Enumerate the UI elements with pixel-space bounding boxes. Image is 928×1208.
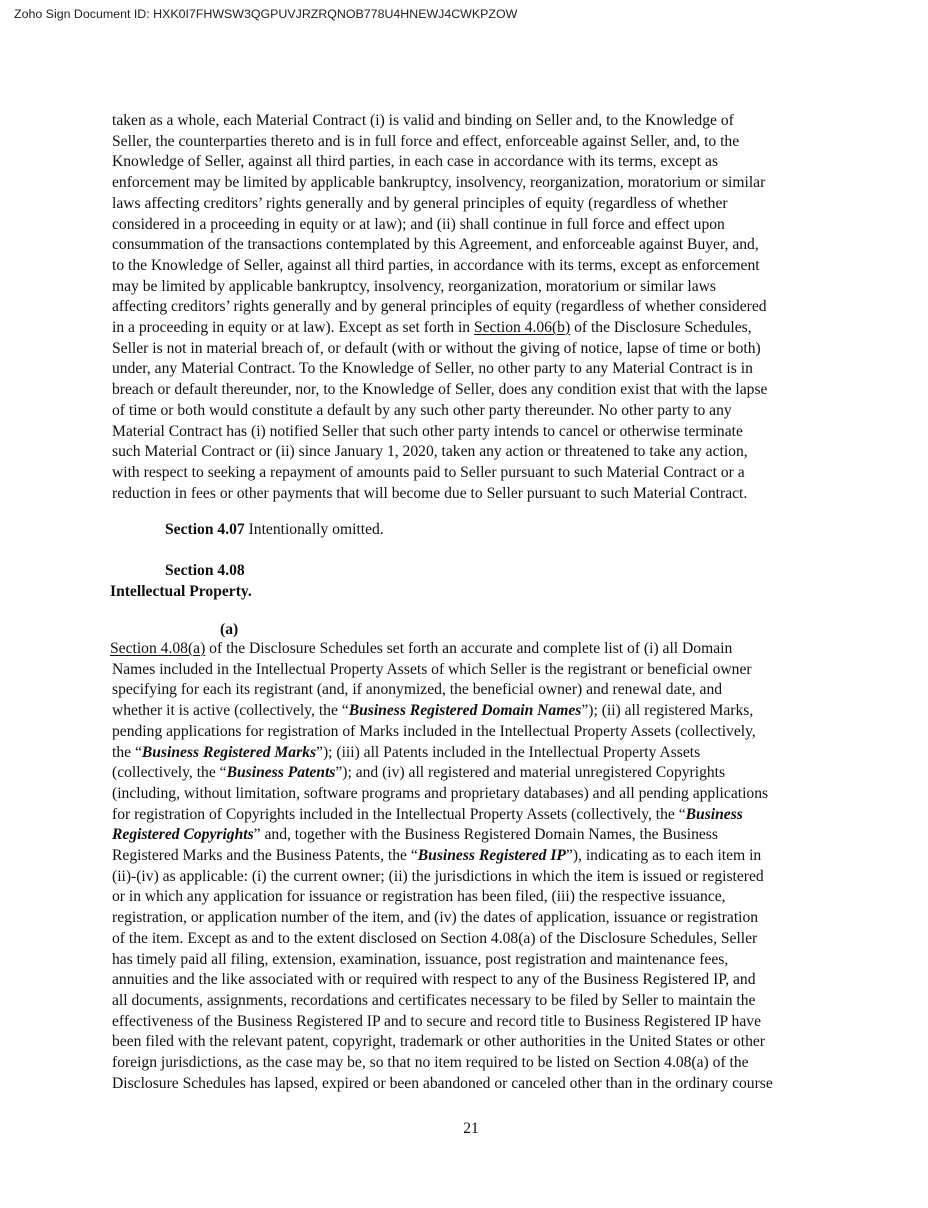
section-number: Section 4.07: [165, 521, 245, 538]
text-span: for registration of Copyrights included in the Intellectual Property Assets (collectively, the “: [112, 805, 686, 823]
text-line: may be limited by applicable bankruptcy, insolvency, reorganization, moratorium or similar laws: [112, 277, 716, 295]
text-line: taken as a whole, each Material Contract (i) is valid and binding on Seller and, to the Knowledge of: [112, 112, 734, 129]
text-line: (including, without limitation, software programs and proprietary databases) and all pending applications: [112, 784, 769, 802]
reference-part: Section 4.06(: [474, 319, 558, 337]
reference-part: b: [557, 319, 565, 337]
text-line: affecting creditors’ rights generally and by general principles of equity (regardless of whether considered: [112, 298, 767, 316]
text-line: such Material Contract or (ii) since January 1, 2020, taken any action or threatened to take any action,: [112, 443, 748, 461]
text-line: reduction in fees or other payments that will become due to Seller pursuant to such Material Contract.: [112, 484, 748, 502]
text-line: [112, 318, 842, 339]
text-line: Seller is not in material breach of, or default (with or without the giving of notice, lapse of time or both): [112, 339, 761, 357]
text-line: to the Knowledge of Seller, against all third parties, in accordance with its terms, except as enforcement: [112, 256, 760, 274]
text-line: registration, or application number of the item, and (iv) the dates of application, issuance or registration: [112, 909, 759, 927]
text-line: enforcement may be limited by applicable bankruptcy, insolvency, reorganization, moratorium or similar: [112, 174, 766, 192]
text-line: [110, 825, 850, 846]
text-line: all documents, assignments, recordations and certificates necessary to be filed by Seller to maintain the: [112, 991, 756, 1009]
text-line: [110, 639, 850, 660]
reference-part: a: [193, 640, 201, 657]
text-line: foreign jurisdictions, as the case may be, so that no item required to be listed on Section 4.08(a) of the: [112, 1054, 749, 1072]
text-line: consummation of the transactions contemplated by this Agreement, and enforceable against Buyer, and,: [112, 236, 759, 254]
reference-part: Section 4.08(: [110, 640, 194, 657]
section-4-07-heading: [165, 520, 384, 541]
text-span: ”); (ii) all registered Marks,: [581, 702, 754, 720]
section-text: Intentionally omitted.: [244, 521, 384, 538]
text-span: ”), indicating as to each item in: [565, 847, 762, 865]
section-4-08a-reference: [110, 640, 205, 657]
text-span: of the Disclosure Schedules,: [570, 319, 752, 337]
text-line: effectiveness of the Business Registered IP and to secure and record title to Business Registered IP have: [112, 1012, 761, 1030]
text-span: ”); (iii) all Patents included in the Intellectual Property Assets: [316, 743, 701, 761]
text-span: whether it is active (collectively, the “: [112, 702, 349, 720]
document-id-header: Zoho Sign Document ID: HXK0I7FHWSW3QGPUVJRZRQNOB778U4HNEWJ4CWKPZOW: [14, 7, 518, 21]
text-line: specifying for each its registrant (and, if anonymized, the beneficial owner) and renewal date, and: [112, 681, 723, 699]
defined-term: Business Registered Marks: [141, 743, 317, 761]
text-line: with respect to seeking a repayment of amounts paid to Seller pursuant to such Material Contract or a: [112, 463, 745, 481]
defined-term: Registered Copyrights: [112, 826, 254, 844]
subsection-a-label: (a): [220, 621, 239, 638]
page-number: 21: [463, 1120, 479, 1137]
defined-term: Business: [685, 805, 743, 823]
text-line: Names included in the Intellectual Property Assets of which Seller is the registrant or beneficial owner: [112, 660, 752, 678]
text-line: under, any Material Contract. To the Knowledge of Seller, no other party to any Material Contract is in: [112, 360, 753, 378]
text-span: of the Disclosure Schedules set forth an accurate and complete list of (i) all Domain: [205, 640, 733, 657]
reference-part: ): [564, 319, 571, 337]
text-line: [110, 701, 850, 722]
text-span: the “: [112, 743, 142, 761]
section-4-08-title: Intellectual Property.: [110, 583, 252, 600]
text-line: of time or both would constitute a default by any such other party thereunder. No other party to any: [112, 401, 732, 419]
text-span: Registered Marks and the Business Patents, the “: [112, 847, 418, 865]
intellectual-property-paragraph: [110, 639, 850, 1094]
text-line: Material Contract has (i) notified Seller that such other party intends to cancel or otherwise terminate: [112, 422, 743, 440]
text-line: [110, 743, 850, 764]
text-line: breach or default thereunder, nor, to the Knowledge of Seller, does any condition exist that with the lapse: [112, 381, 768, 399]
text-line: Knowledge of Seller, against all third parties, in each case in accordance with its terms, except as: [112, 153, 719, 171]
text-line: [110, 846, 850, 867]
text-span: ”); and (iv) all registered and material unregistered Copyrights: [335, 764, 726, 782]
text-line: [110, 805, 850, 826]
section-4-08-number: Section 4.08: [165, 562, 245, 579]
material-contract-paragraph: [112, 111, 842, 504]
text-line: or in which any application for issuance or registration has been filed, (iii) the respective issuance,: [112, 888, 726, 906]
text-line: annuities and the like associated with or required with respect to any of the Business Registered IP, and: [112, 971, 756, 989]
text-line: Seller, the counterparties thereto and is in full force and effect, enforceable against Seller, and, to the: [112, 132, 740, 150]
text-line: Disclosure Schedules has lapsed, expired or been abandoned or canceled other than in the ordinary course: [112, 1074, 773, 1092]
reference-part: ): [200, 640, 206, 657]
section-4-06b-reference: [474, 319, 570, 336]
text-line: (ii)-(iv) as applicable: (i) the current owner; (ii) the jurisdictions in which the item is issued or registered: [112, 867, 764, 885]
text-line: laws affecting creditors’ rights generally and by general principles of equity (regardless of whether: [112, 194, 728, 212]
text-span: in a proceeding in equity or at law). Except as set forth in: [112, 319, 475, 337]
text-line: [110, 763, 850, 784]
text-line: been filed with the relevant patent, copyright, trademark or other authorities in the United States or other: [112, 1033, 765, 1051]
defined-term: Business Registered Domain Names: [348, 702, 582, 720]
text-span: ” and, together with the Business Registered Domain Names, the Business: [253, 826, 718, 844]
defined-term: Business Registered IP: [417, 847, 566, 865]
text-span: (collectively, the “: [112, 764, 227, 782]
defined-term: Business Patents: [226, 764, 336, 782]
text-line: pending applications for registration of Marks included in the Intellectual Property Assets (collectively,: [112, 722, 756, 740]
text-line: has timely paid all filing, extension, examination, issuance, post registration and maintenance fees,: [112, 950, 729, 968]
text-line: considered in a proceeding in equity or at law); and (ii) shall continue in full force and effect upon: [112, 215, 725, 233]
text-line: of the item. Except as and to the extent disclosed on Section 4.08(a) of the Disclosure Schedules, Seller: [112, 929, 758, 947]
